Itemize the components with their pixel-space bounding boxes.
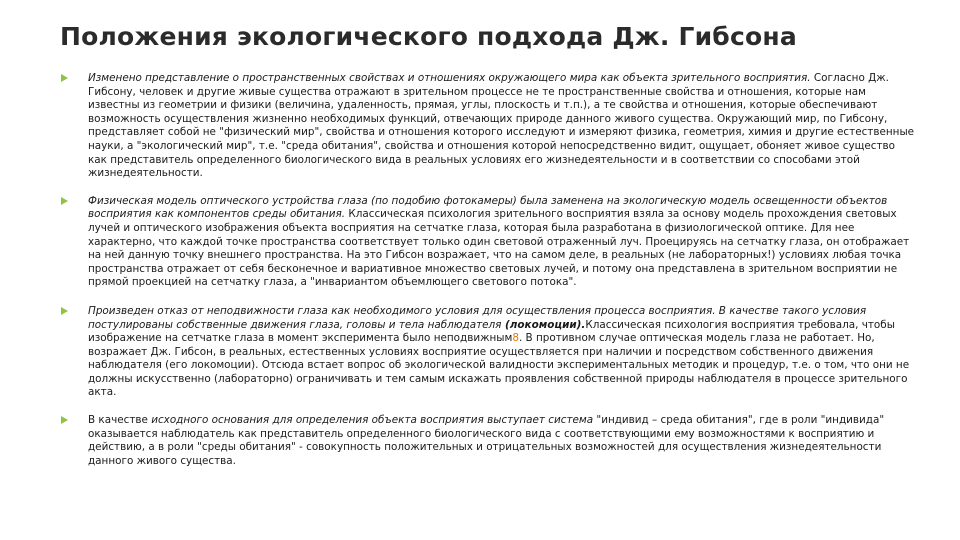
- bullet-3-italic: Произведен отказ от неподвижности глаза как необходимого условия для осуществления процесса восприятия. В качестве такого условия постулированы собственные движения глаза, головы и тела наблюдателя: [88, 304, 867, 331]
- footnote-reference[interactable]: 8: [512, 332, 519, 345]
- triangle-bullet-icon: [61, 416, 68, 424]
- triangle-bullet-icon: [61, 74, 68, 82]
- bullet-4-italic: исходного основания для определения объекта восприятия выступает система: [151, 414, 594, 427]
- bullet-1-italic: Изменено представление о пространственных свойствах и отношениях окружающего мира как объекта зрительного восприятия.: [88, 72, 811, 84]
- bullet-item-4: [60, 414, 916, 468]
- bullet-3-text-a: Классическая психология восприятия требовала, чтобы изображение на сетчатке глаза в момент эксперимента было неподвижным: [88, 318, 895, 345]
- triangle-bullet-icon: [61, 307, 68, 315]
- bullet-4-lead: В качестве: [88, 414, 152, 427]
- bullet-2-text: Классическая психология зрительного восприятия взяла за основу модель прохождения световых лучей и оптического изображения объекта восприятия на сетчатке глаза, которая была разработана в физиологической оптике. Для нее характерно, что каждой точке пространства соответствует только один световой отраженный луч. Проецируясь на сетчатку глаза, он отображает на ней данную точку внешнего пространства. На это Гибсон возражает, что на самом деле, в реальных (не лабораторных!) условиях любая точка пространства отражает от себя бесконечное и вариативное множество световых лучей, и потому она представлена в зрительном восприятии не прямой проекцией на сетчатку глаза, а "инвариантом объемлющего светового потока".: [88, 208, 910, 289]
- bullet-item-2: [60, 195, 916, 290]
- bullet-item-3: [60, 305, 916, 400]
- bullet-2-italic: Физическая модель оптического устройства глаза (по подобию фотокамеры) была заменена на экологическую модель освещенности объектов восприятия как компонентов среды обитания.: [88, 194, 888, 221]
- bullet-item-1: [60, 72, 916, 181]
- bullet-3-italic-bold: (локомоции).: [501, 318, 586, 331]
- slide-title: Положения экологического подхода Дж. Гибсона: [60, 22, 797, 51]
- slide-content: [60, 72, 916, 478]
- bullet-4-text: "индивид – среда обитания", где в роли "индивида" оказывается наблюдатель как представитель определенного биологического вида с соответствующими ему возможностями к восприятию и действию, а в роли "среды обитания" - совокупность положительных и отрицательных возможностей для осуществления жизнедеятельности данного живого существа.: [88, 414, 885, 467]
- bullet-1-text: Согласно Дж. Гибсону, человек и другие живые существа отражают в зрительном процессе не те пространственные свойства и отношения, которые нам известны из геометрии и физики (величина, удаленность, прямая, углы, плоскость и т.п.), а те свойства и отношения, которые обеспечивают возможность осуществления жизненно необходимых функций, отвечающих природе данного живого существа. Окружающий мир, по Гибсону, представляет собой не "физический мир", свойства и отношения которого исследуют и измеряют физика, геометрия, химия и другие естественные науки, а "экологический мир", т.е. "среда обитания", свойства и отношения которой непосредственно видит, ощущает, обоняет живое существо как представитель определенного биологического вида в реальных условиях его жизнедеятельности и в соответствии со способами этой жизнедеятельности.: [88, 72, 915, 180]
- bullet-3-text-b: . В противном случае оптическая модель глаза не работает. Но, возражает Дж. Гибсон, в реальных, естественных условиях восприятие осуществляется при наличии и посредством собственного движения наблюдателя (его локомоции). Отсюда встает вопрос об экологической валидности экспериментальных методик и процедур, т.е. о том, что они не должны искусственно (лабораторно) ограничивать и тем самым искажать проявления собственной природы наблюдателя в процессе зрительного акта.: [88, 332, 910, 399]
- triangle-bullet-icon: [61, 197, 68, 205]
